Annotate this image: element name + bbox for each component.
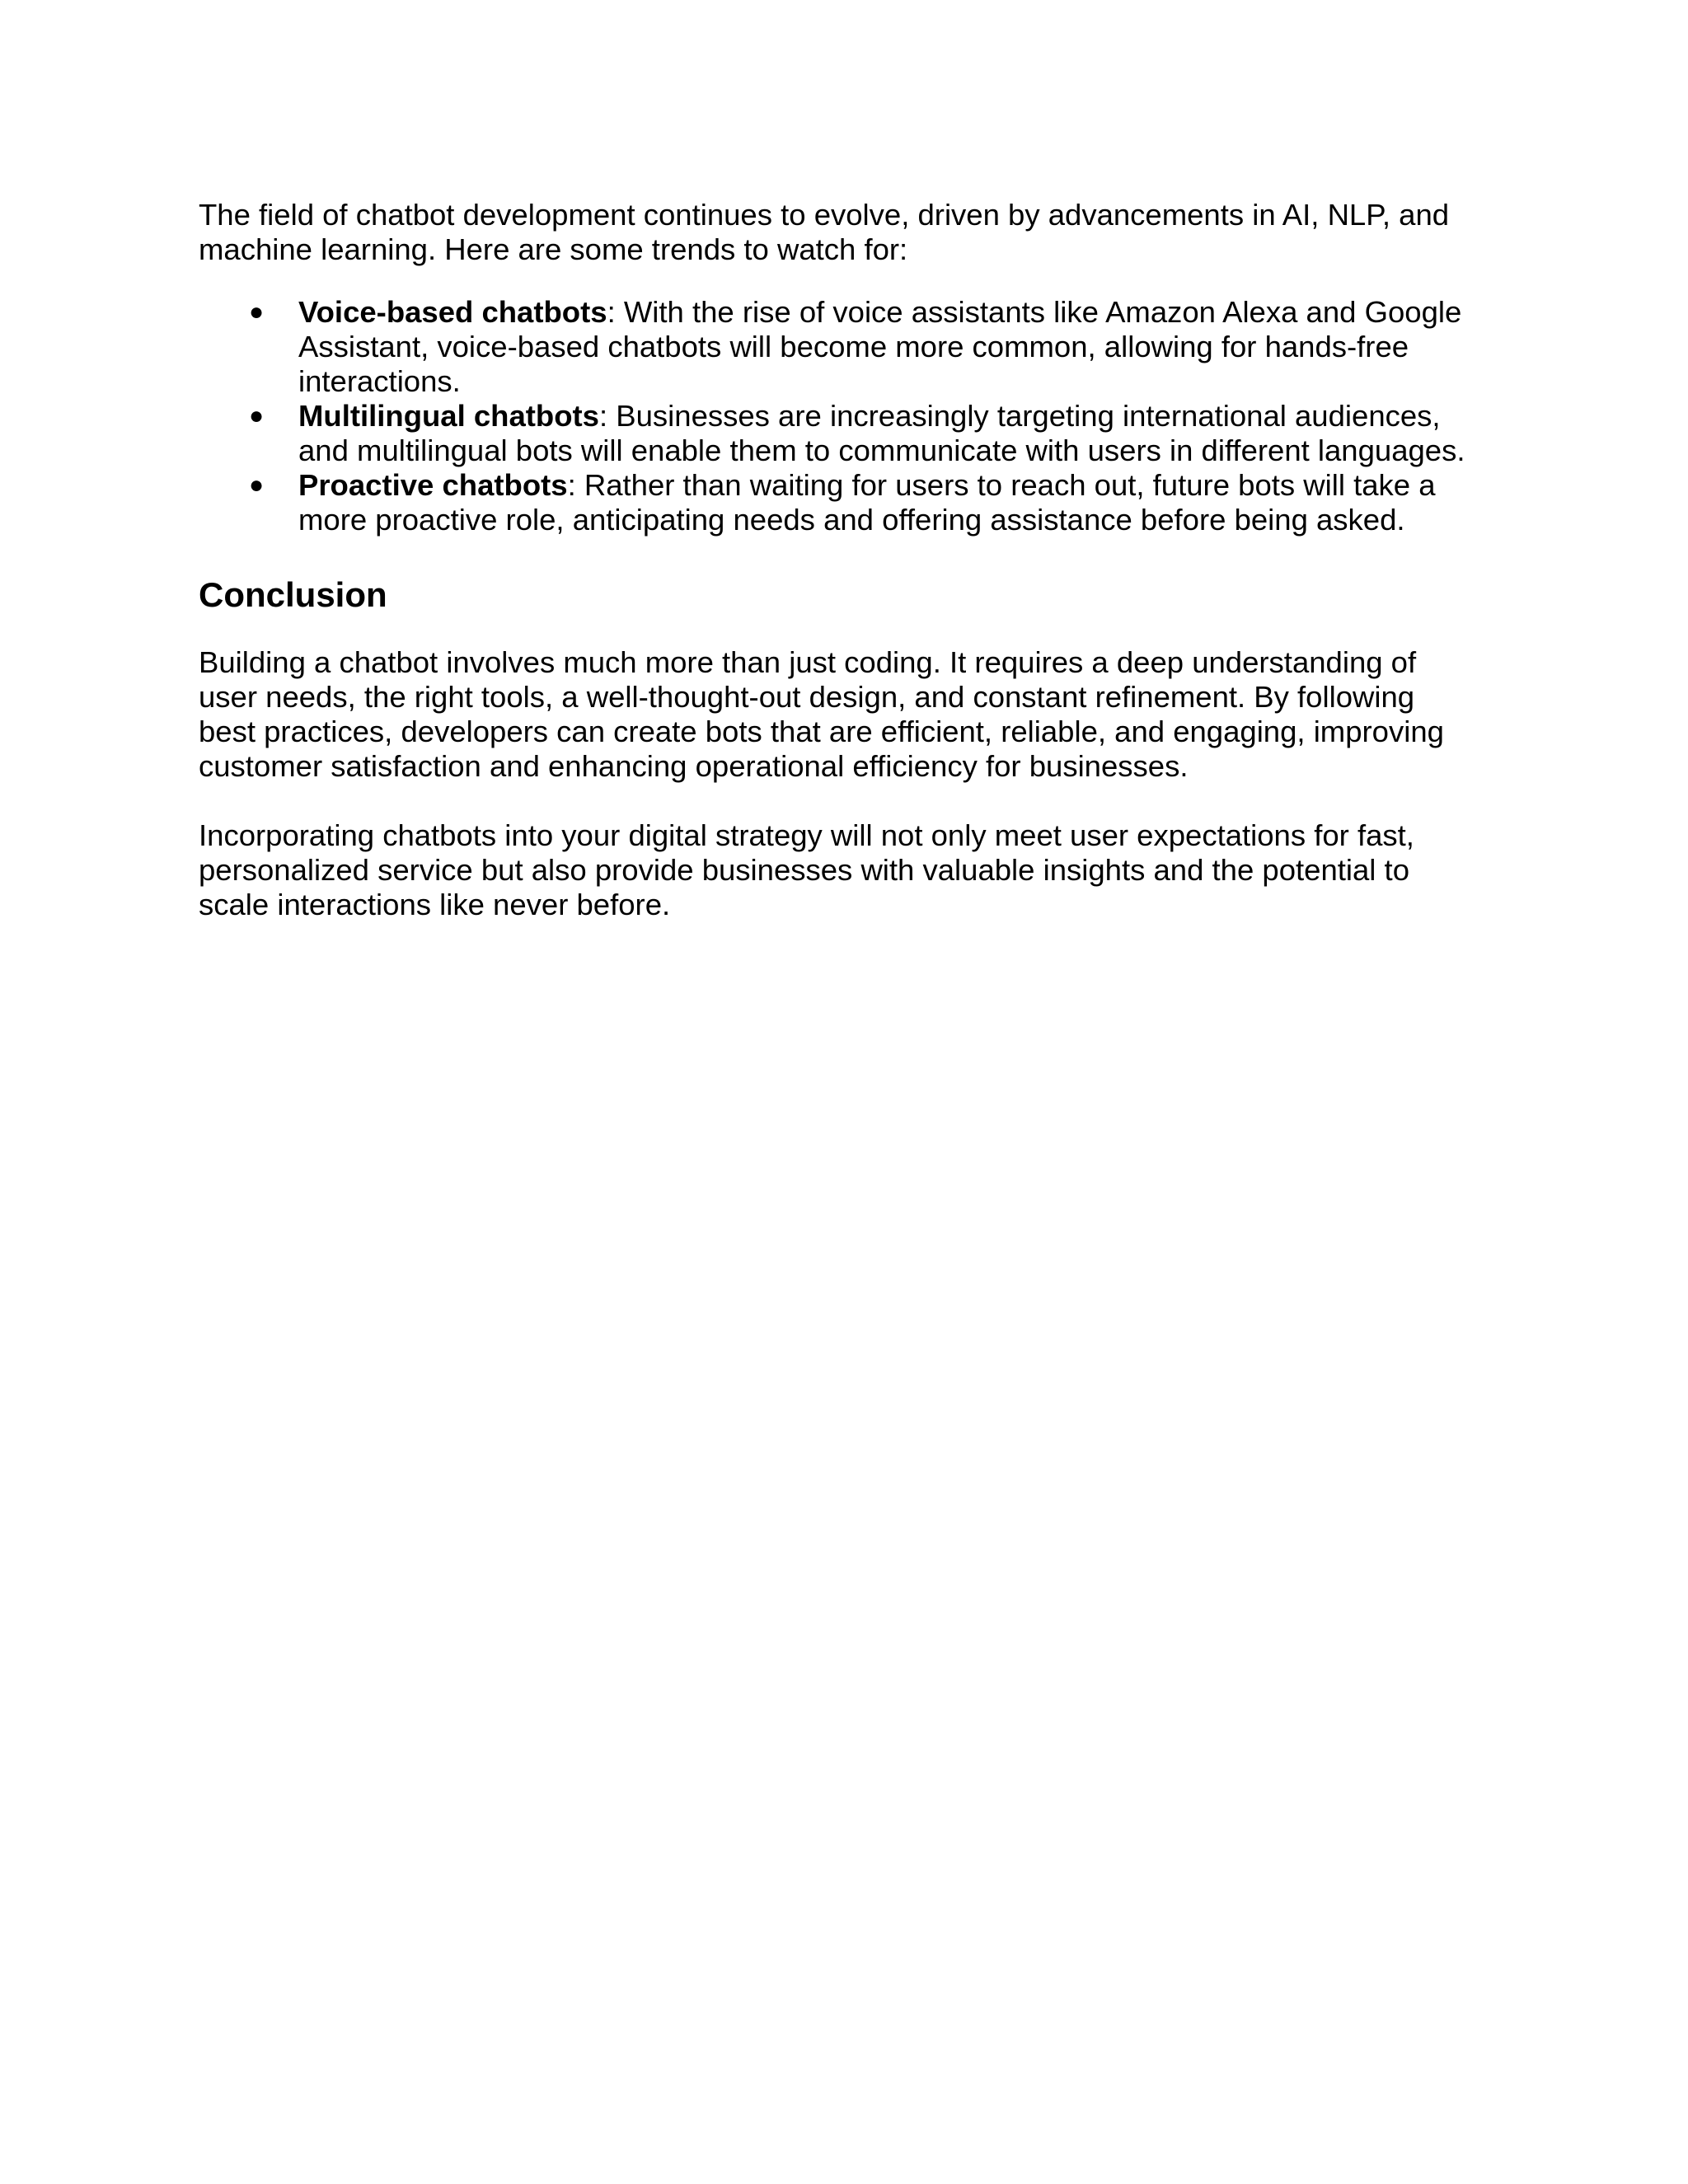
bullet-icon: ● (249, 471, 265, 499)
list-item-text: : With the rise of voice assistants like Amazon Alexa and Google Assistant, voice-based chatbots will become more common, allowing for hands-free interactions. (298, 295, 1462, 398)
conclusion-paragraph-1: Building a chatbot involves much more than just coding. It requires a deep understanding of user needs, the right tools, a well-thought-out design, and constant refinement. By following best practices, developers can create bots that are efficient, reliable, and engaging, improving customer satisfaction and enhancing operational efficiency for businesses. (199, 645, 1444, 783)
intro-paragraph: The field of chatbot development continues to evolve, driven by advancements in AI, NLP, and machine learning. Here are some trends to watch for: (199, 198, 1450, 266)
document-body (199, 198, 1501, 922)
list-item-multilingual (199, 399, 1501, 468)
list-item-text: : Businesses are increasingly targeting international audiences, and multilingual bots will enable them to communicate with users in different languages. (298, 399, 1465, 467)
bullet-icon: ● (249, 298, 265, 326)
list-item-proactive (199, 468, 1501, 537)
bullet-icon: ● (249, 402, 265, 429)
list-item-term: Multilingual chatbots (298, 399, 599, 433)
conclusion-paragraph-2: Incorporating chatbots into your digital strategy will not only meet user expectations for fast, personalized service but also provide businesses with valuable insights and the potential to scale interactions like never before. (199, 818, 1414, 921)
list-item-text: : Rather than waiting for users to reach out, future bots will take a more proactive role, anticipating needs and offering assistance before being asked. (298, 468, 1436, 537)
list-item-term: Voice-based chatbots (298, 295, 607, 329)
trends-list (199, 295, 1501, 537)
list-item-term: Proactive chatbots (298, 468, 568, 502)
conclusion-heading: Conclusion (199, 575, 387, 614)
list-item-voice-based (199, 295, 1501, 399)
